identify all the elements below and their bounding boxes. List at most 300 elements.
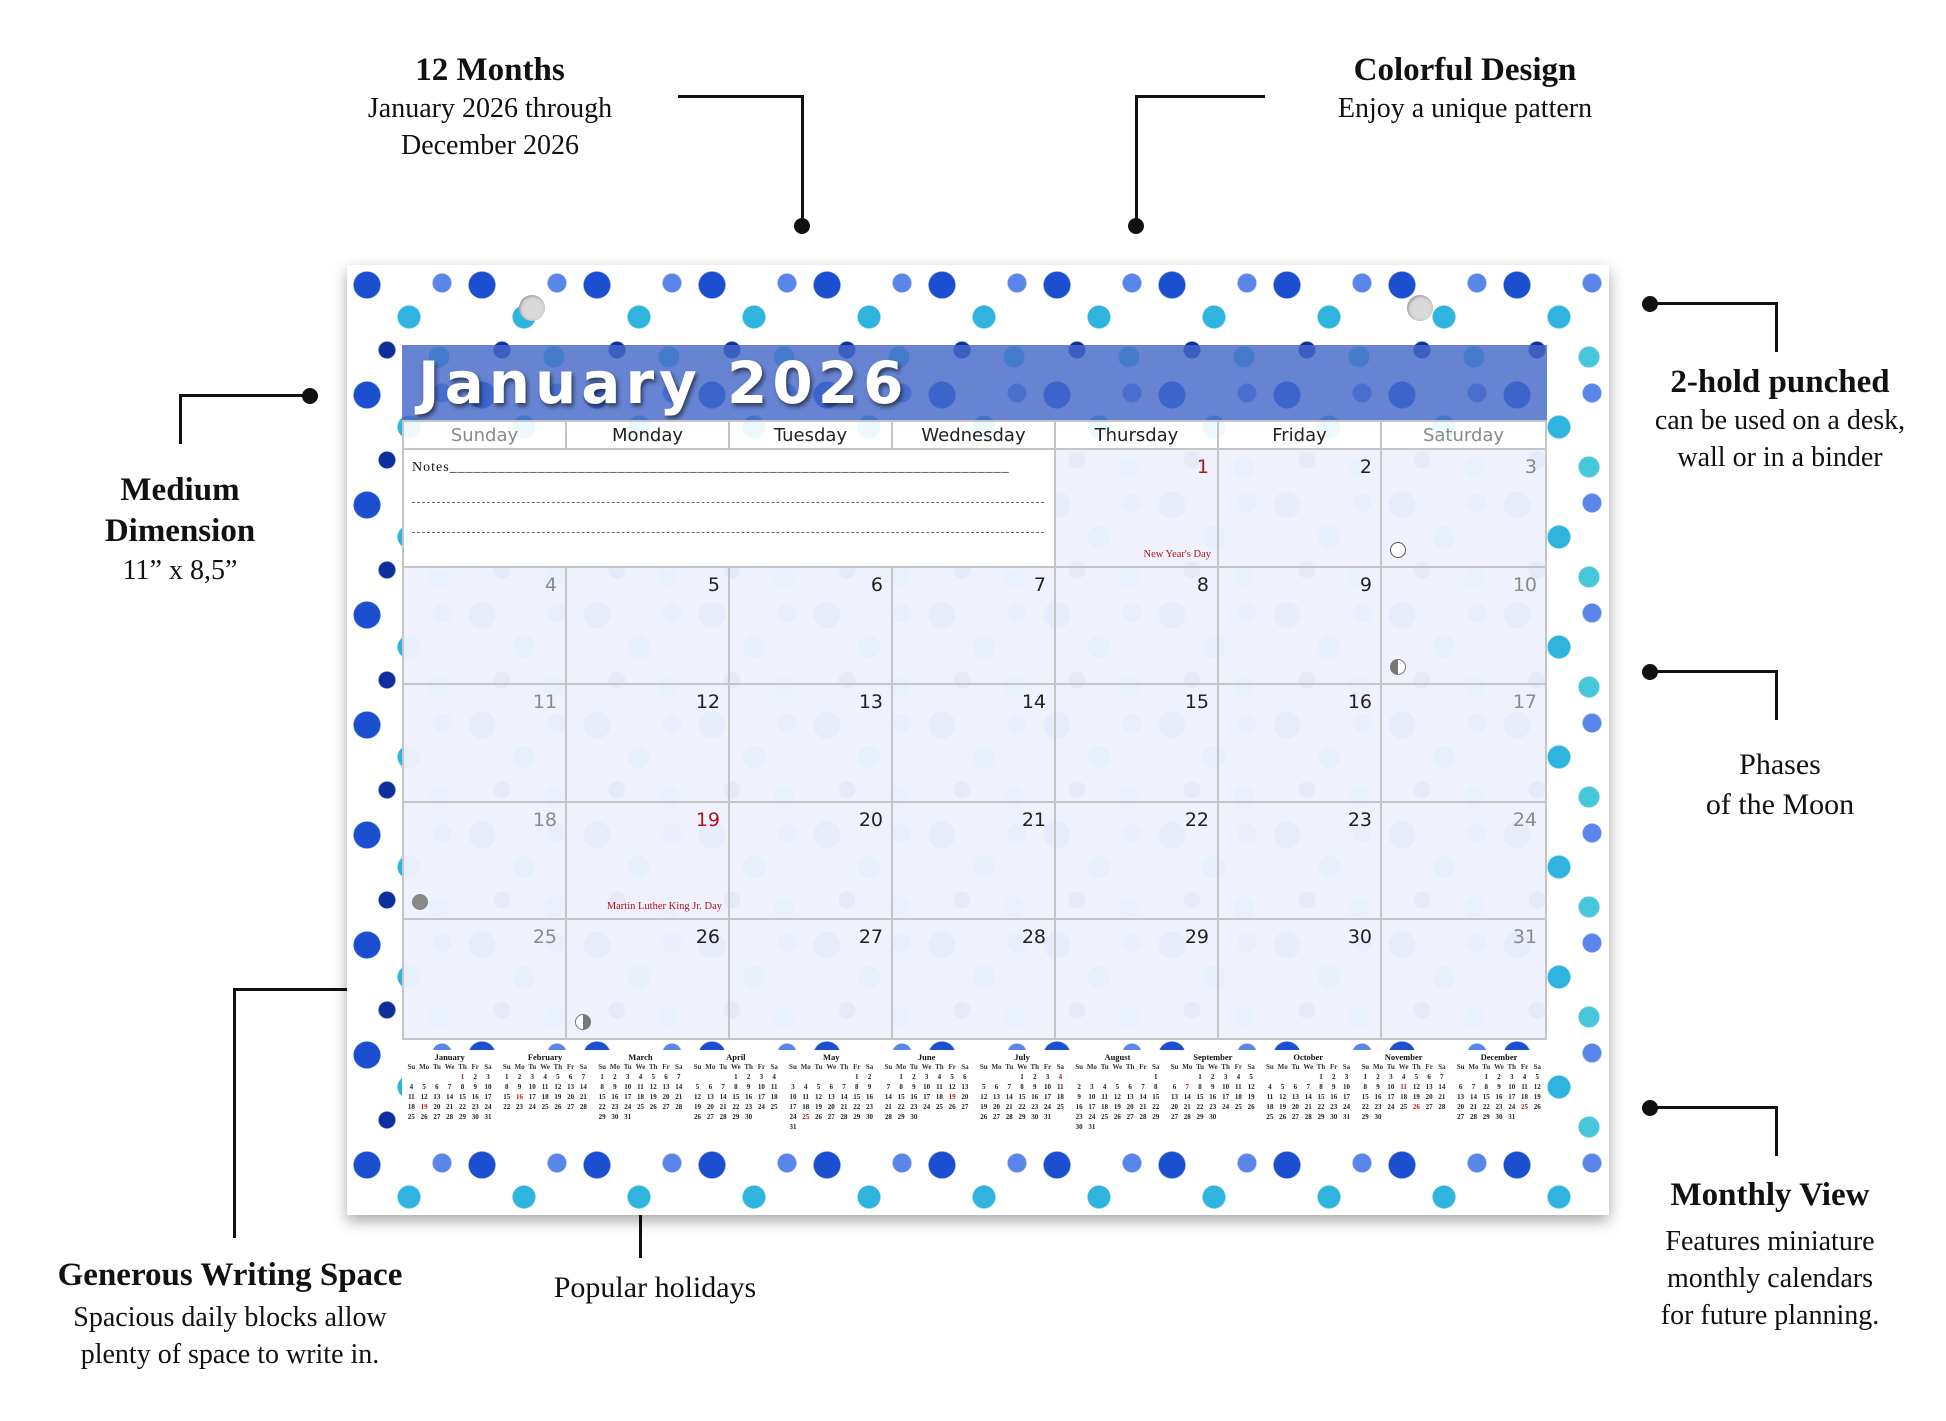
mini-day: 17: [757, 1093, 765, 1101]
annotation-title: Popular holidays: [553, 1271, 757, 1304]
mini-day: 23: [745, 1103, 753, 1111]
mini-week-row: [1073, 1082, 1162, 1092]
mini-day: 2: [1211, 1073, 1215, 1081]
mini-day: 4: [543, 1073, 547, 1081]
mini-week-row: [596, 1072, 685, 1082]
mini-day: 24: [923, 1103, 931, 1111]
mini-day: 27: [1425, 1103, 1433, 1111]
day-cell[interactable]: [404, 568, 567, 686]
mini-weekday: Sa: [865, 1063, 874, 1071]
mini-week-row: [977, 1092, 1066, 1102]
mini-day: 12: [420, 1093, 428, 1101]
day-cell[interactable]: [730, 685, 893, 803]
mini-day: 10: [1342, 1083, 1350, 1091]
mini-day: 19: [554, 1093, 562, 1101]
weekday-header-monday: Monday: [567, 422, 730, 450]
mini-day: 2: [613, 1073, 617, 1081]
mini-day: 14: [719, 1093, 727, 1101]
mini-day: 11: [1057, 1083, 1064, 1091]
mini-month-name: July: [1014, 1052, 1030, 1062]
mini-week-row: [1454, 1112, 1543, 1122]
mini-empty: [1137, 1122, 1150, 1132]
mini-day: 20: [992, 1103, 1000, 1111]
mini-weekday: Fr: [1043, 1063, 1052, 1071]
notes-area[interactable]: [404, 450, 1056, 568]
mini-day: 28: [675, 1103, 683, 1111]
mini-week-row: [1359, 1072, 1448, 1082]
mini-day: 18: [770, 1093, 778, 1101]
mini-day: 28: [1304, 1113, 1312, 1121]
mini-weekday: Tu: [1100, 1063, 1109, 1071]
mini-week-row: [405, 1102, 494, 1112]
mini-day: 30: [1495, 1113, 1503, 1121]
mini-day: 26: [694, 1113, 702, 1121]
mini-day: 7: [1007, 1083, 1011, 1091]
mini-calendar-july: [974, 1050, 1069, 1150]
mini-week-row: [1073, 1092, 1162, 1102]
annotation-line: Features miniature: [1665, 1226, 1875, 1258]
mini-weekday: Su: [1075, 1063, 1084, 1071]
mini-day: 12: [694, 1093, 702, 1101]
day-number: 26: [695, 926, 720, 949]
mini-day: 20: [961, 1093, 969, 1101]
mini-day: 28: [446, 1113, 454, 1121]
mini-empty: [1264, 1072, 1277, 1082]
mini-day: 27: [961, 1103, 969, 1111]
mini-weekday: Mo: [1182, 1063, 1193, 1071]
mini-day: 27: [433, 1113, 441, 1121]
day-cell[interactable]: [404, 920, 567, 1038]
day-cell[interactable]: [1056, 803, 1219, 921]
mini-day: 24: [1342, 1103, 1350, 1111]
mini-day: 8: [899, 1083, 903, 1091]
annotation-line: January 2026 through: [367, 93, 613, 125]
mini-day: 9: [746, 1083, 751, 1091]
day-cell[interactable]: [730, 920, 893, 1038]
mini-day: 1: [899, 1073, 903, 1081]
mini-day: 2: [1497, 1073, 1501, 1081]
mini-empty: [1054, 1112, 1067, 1122]
leader-line: [1775, 670, 1778, 720]
mini-day: 9: [1077, 1093, 1081, 1101]
mini-empty: [755, 1112, 768, 1122]
day-cell[interactable]: [567, 803, 730, 921]
mini-week-row: [500, 1072, 589, 1082]
mini-empty: [1073, 1072, 1086, 1082]
mini-day: 10: [1044, 1083, 1052, 1091]
mini-day: 15: [1018, 1093, 1026, 1101]
mini-calendar-february: [497, 1050, 592, 1150]
mini-day: 1: [505, 1073, 509, 1081]
mini-day: 2: [517, 1073, 522, 1081]
mini-weekday: Tu: [1005, 1063, 1014, 1071]
day-number: 8: [1196, 573, 1209, 596]
mini-day: 20: [706, 1103, 714, 1111]
mini-week-row: [1264, 1082, 1353, 1092]
week-row: [404, 803, 1545, 921]
mini-empty: [691, 1072, 704, 1082]
mini-day: 4: [937, 1073, 942, 1081]
day-number: 15: [1184, 691, 1209, 714]
mini-calendar-june: [879, 1050, 974, 1150]
mini-day: 22: [897, 1103, 905, 1111]
mini-day: 6: [1427, 1073, 1431, 1081]
mini-weekday: Sa: [1247, 1063, 1255, 1071]
mini-day: 13: [1291, 1093, 1299, 1101]
mini-day: 27: [827, 1113, 835, 1121]
mini-day: 4: [1268, 1083, 1272, 1091]
mini-weekday: Th: [458, 1063, 467, 1071]
mini-weekday: Mo: [1468, 1063, 1479, 1071]
mini-day: 20: [433, 1103, 441, 1111]
mini-empty: [863, 1122, 876, 1132]
mini-day: 13: [433, 1093, 441, 1101]
mini-day: 8: [1484, 1083, 1488, 1091]
mini-month-name: April: [726, 1052, 746, 1062]
moon-full-icon: [1390, 542, 1406, 558]
mini-day: 5: [695, 1083, 700, 1091]
mini-day: 6: [435, 1083, 439, 1091]
mini-day: 13: [567, 1083, 575, 1091]
mini-day: 3: [1045, 1073, 1050, 1081]
mini-day: 6: [994, 1083, 999, 1091]
day-cell[interactable]: [730, 568, 893, 686]
mini-empty: [405, 1072, 418, 1082]
leader-line: [678, 95, 803, 98]
mini-day: 8: [1020, 1083, 1024, 1091]
day-cell[interactable]: [567, 685, 730, 803]
mini-empty: [1124, 1122, 1137, 1132]
mini-day: 16: [516, 1093, 524, 1101]
day-number: 16: [1347, 691, 1372, 714]
day-cell[interactable]: [1382, 685, 1545, 803]
mini-weekday: Tu: [432, 1063, 441, 1071]
mini-empty: [1276, 1072, 1289, 1082]
mini-day: 7: [1440, 1073, 1444, 1081]
mini-day: 26: [420, 1113, 428, 1121]
mini-empty: [660, 1112, 673, 1122]
day-cell[interactable]: [893, 568, 1056, 686]
mini-day: 18: [407, 1103, 415, 1111]
mini-day: 18: [802, 1103, 810, 1111]
mini-day: 10: [484, 1083, 492, 1091]
mini-weekday: Mo: [1373, 1063, 1384, 1071]
mini-day: 13: [706, 1093, 714, 1101]
mini-day: 14: [1005, 1093, 1013, 1101]
mini-day: 21: [1438, 1093, 1446, 1101]
mini-weekday-row: [596, 1062, 685, 1072]
mini-empty: [990, 1072, 1003, 1082]
mini-day: 9: [1033, 1083, 1037, 1091]
mini-week-row: [787, 1112, 876, 1122]
mini-week-row: [1168, 1092, 1257, 1102]
day-number: 14: [1021, 691, 1046, 714]
mini-day: 14: [840, 1093, 848, 1101]
mini-day: 16: [1374, 1093, 1382, 1101]
mini-week-row: [882, 1112, 971, 1122]
mini-weekday: Su: [598, 1063, 607, 1071]
mini-day: 19: [1279, 1103, 1287, 1111]
mini-week-row: [882, 1092, 971, 1102]
mini-day: 21: [884, 1103, 892, 1111]
day-number: 10: [1512, 573, 1537, 596]
mini-weekday-row: [1168, 1062, 1257, 1072]
day-cell[interactable]: [1382, 450, 1545, 568]
mini-weekday-row: [1454, 1062, 1543, 1072]
mini-day: 31: [1342, 1113, 1350, 1121]
leader-line: [801, 95, 804, 225]
leader-line: [1135, 95, 1265, 98]
notes-line: [412, 502, 1044, 503]
day-cell[interactable]: [1056, 450, 1219, 568]
mini-week-row: [787, 1102, 876, 1112]
day-cell[interactable]: [1382, 920, 1545, 1038]
mini-weekday: Mo: [419, 1063, 430, 1071]
mini-day: 17: [1508, 1093, 1516, 1101]
mini-weekday: Fr: [853, 1063, 861, 1071]
day-number: 13: [858, 691, 883, 714]
mini-weekday: Fr: [757, 1063, 766, 1071]
mini-day: 13: [1171, 1093, 1178, 1101]
mini-week-row: [596, 1102, 685, 1112]
mini-week-row: [1454, 1092, 1543, 1102]
mini-empty: [1423, 1112, 1436, 1122]
mini-empty: [799, 1122, 812, 1132]
mini-day: 19: [948, 1093, 956, 1101]
mini-day: 25: [636, 1103, 644, 1111]
mini-day: 12: [814, 1093, 822, 1101]
mini-day: 17: [1088, 1103, 1096, 1111]
mini-day: 22: [1317, 1103, 1325, 1111]
mini-empty: [946, 1112, 959, 1122]
calendar-grid: [402, 420, 1547, 1040]
mini-day: 9: [1497, 1083, 1501, 1091]
day-number: 31: [1512, 926, 1537, 949]
mini-week-row: [691, 1072, 780, 1082]
mini-weekday: Tu: [1482, 1063, 1491, 1071]
mini-empty: [920, 1112, 933, 1122]
day-cell[interactable]: [1219, 803, 1382, 921]
day-cell[interactable]: [893, 920, 1056, 1038]
day-number: 17: [1512, 691, 1537, 714]
mini-week-row: [1359, 1112, 1448, 1122]
mini-day: 26: [1113, 1113, 1121, 1121]
mini-weekday: Fr: [1520, 1063, 1529, 1071]
mini-empty: [1454, 1072, 1467, 1082]
mini-empty: [768, 1112, 781, 1122]
day-cell[interactable]: [1382, 568, 1545, 686]
mini-day: 31: [1044, 1113, 1052, 1121]
mini-weekday: Mo: [800, 1063, 811, 1071]
day-cell[interactable]: [404, 803, 567, 921]
mini-day: 12: [554, 1083, 562, 1091]
mini-weekday: Sa: [1438, 1063, 1446, 1071]
mini-empty: [825, 1072, 838, 1082]
mini-day: 22: [1361, 1103, 1369, 1111]
mini-day: 12: [1412, 1083, 1420, 1091]
annotation-title: Monthly View: [1670, 1177, 1870, 1213]
mini-day: 17: [528, 1093, 536, 1101]
day-cell[interactable]: [893, 803, 1056, 921]
day-cell[interactable]: [1219, 568, 1382, 686]
day-cell[interactable]: [404, 685, 567, 803]
mini-day: 10: [923, 1083, 931, 1091]
mini-empty: [1467, 1072, 1480, 1082]
mini-day: 3: [486, 1073, 490, 1081]
annotation-title: Dimension: [104, 513, 256, 550]
mini-weekday: Tu: [814, 1063, 823, 1071]
day-cell[interactable]: [1219, 685, 1382, 803]
mini-empty: [959, 1112, 972, 1122]
mini-weekday: We: [444, 1063, 455, 1071]
day-cell[interactable]: [1056, 568, 1219, 686]
day-cell[interactable]: [567, 920, 730, 1038]
day-cell[interactable]: [730, 803, 893, 921]
mini-week-row: [500, 1092, 589, 1102]
mini-day: 20: [1291, 1103, 1299, 1111]
mini-day: 13: [827, 1093, 835, 1101]
mini-day: 3: [1223, 1073, 1228, 1081]
mini-day: 10: [789, 1093, 797, 1101]
mini-weekday-row: [882, 1062, 971, 1072]
day-cell[interactable]: [1382, 803, 1545, 921]
mini-calendar-may: [784, 1050, 879, 1150]
annotation-line: December 2026: [400, 130, 580, 162]
mini-day: 25: [770, 1103, 778, 1111]
mini-day: 8: [1198, 1083, 1202, 1091]
mini-day: 20: [662, 1093, 670, 1101]
mini-weekday: We: [635, 1063, 646, 1071]
mini-weekday: We: [730, 1063, 741, 1071]
mini-day: 15: [1317, 1093, 1325, 1101]
mini-day: 6: [568, 1073, 573, 1081]
mini-day: 4: [638, 1073, 643, 1081]
mini-day: 4: [409, 1083, 414, 1091]
mini-weekday: Tu: [1291, 1063, 1300, 1071]
mini-day: 28: [840, 1113, 848, 1121]
mini-weekday: Su: [979, 1063, 988, 1071]
mini-day: 31: [1508, 1113, 1516, 1121]
leader-line: [179, 394, 182, 444]
mini-weekday: Su: [1361, 1063, 1370, 1071]
day-cell[interactable]: [567, 568, 730, 686]
day-number: 18: [532, 808, 557, 831]
mini-day: 18: [1056, 1093, 1064, 1101]
mini-day: 11: [770, 1083, 778, 1091]
mini-week-row: [1168, 1112, 1257, 1122]
mini-day: 20: [1126, 1103, 1134, 1111]
mini-weekday-row: [977, 1062, 1066, 1072]
mini-day: 5: [651, 1073, 655, 1081]
mini-day: 21: [719, 1103, 727, 1111]
day-cell[interactable]: [1056, 920, 1219, 1038]
mini-day: 13: [1457, 1093, 1465, 1101]
weekday-header-tuesday: Tuesday: [730, 422, 893, 450]
mini-day: 24: [484, 1103, 492, 1111]
mini-day: 23: [1495, 1103, 1503, 1111]
mini-empty: [1219, 1112, 1232, 1122]
mini-week-row: [405, 1092, 494, 1102]
month-title: January 2026: [418, 349, 909, 417]
mini-day: 28: [719, 1113, 727, 1121]
mini-empty: [838, 1072, 851, 1082]
mini-day: 15: [1196, 1093, 1204, 1101]
mini-day: 8: [505, 1083, 509, 1091]
day-cell[interactable]: [1219, 450, 1382, 568]
mini-empty: [1098, 1072, 1111, 1082]
day-number: 9: [1359, 573, 1372, 596]
annotation-line: plenty of space to write in.: [80, 1339, 380, 1371]
mini-day: 20: [1457, 1103, 1465, 1111]
mini-day: 26: [948, 1103, 956, 1111]
mini-weekday: Mo: [609, 1063, 620, 1071]
mini-day: 29: [897, 1113, 905, 1121]
mini-day: 12: [649, 1083, 657, 1091]
mini-day: 20: [1425, 1093, 1433, 1101]
mini-day: 6: [708, 1083, 713, 1091]
mini-week-row: [977, 1112, 1066, 1122]
mini-day: 21: [1469, 1103, 1477, 1111]
mini-weekday: Mo: [991, 1063, 1002, 1071]
leader-line: [1650, 670, 1778, 673]
mini-empty: [1111, 1122, 1124, 1132]
mini-day: 21: [446, 1103, 454, 1111]
mini-day: 19: [814, 1103, 822, 1111]
annotation-title: Generous Writing Space: [57, 1257, 403, 1293]
holiday-label: Martin Luther King Jr. Day: [606, 901, 722, 913]
holiday-label: New Year's Day: [1143, 548, 1211, 560]
day-cell[interactable]: [1219, 920, 1382, 1038]
mini-week-row: [1359, 1092, 1448, 1102]
mini-week-row: [1454, 1072, 1543, 1082]
mini-day: 13: [1425, 1083, 1433, 1091]
mini-weekday: Th: [553, 1063, 563, 1071]
mini-weekday: Fr: [948, 1063, 956, 1071]
mini-day: 19: [1113, 1103, 1121, 1111]
day-cell[interactable]: [1056, 685, 1219, 803]
day-number: 22: [1184, 808, 1209, 831]
day-number: 4: [544, 573, 557, 596]
mini-weekday: Tu: [719, 1063, 728, 1071]
mini-day: 12: [1279, 1093, 1287, 1101]
mini-day: 8: [1153, 1083, 1158, 1091]
mini-day: 2: [1331, 1073, 1336, 1081]
mini-weekday-row: [1264, 1062, 1353, 1072]
mini-day: 29: [853, 1113, 861, 1121]
mini-week-row: [405, 1112, 494, 1122]
mini-day: 30: [866, 1113, 874, 1121]
day-cell[interactable]: [893, 685, 1056, 803]
mini-day: 18: [541, 1093, 549, 1101]
mini-empty: [812, 1072, 825, 1082]
mini-day: 9: [1376, 1083, 1380, 1091]
mini-day: 1: [1363, 1073, 1368, 1081]
mini-calendar-november: [1356, 1050, 1451, 1150]
mini-day: 12: [1113, 1093, 1121, 1101]
mini-week-row: [596, 1082, 685, 1092]
mini-week-row: [1264, 1102, 1353, 1112]
mini-day: 13: [662, 1083, 670, 1091]
mini-weekday: We: [1017, 1063, 1027, 1071]
notes-line: [412, 532, 1044, 533]
mini-day: 18: [1400, 1093, 1408, 1101]
mini-day: 27: [567, 1103, 575, 1111]
mini-day: 2: [473, 1073, 477, 1081]
weekday-header-wednesday: Wednesday: [893, 422, 1056, 450]
mini-day: 24: [1222, 1103, 1230, 1111]
mini-empty: [1384, 1112, 1397, 1122]
mini-day: 26: [1279, 1113, 1287, 1121]
